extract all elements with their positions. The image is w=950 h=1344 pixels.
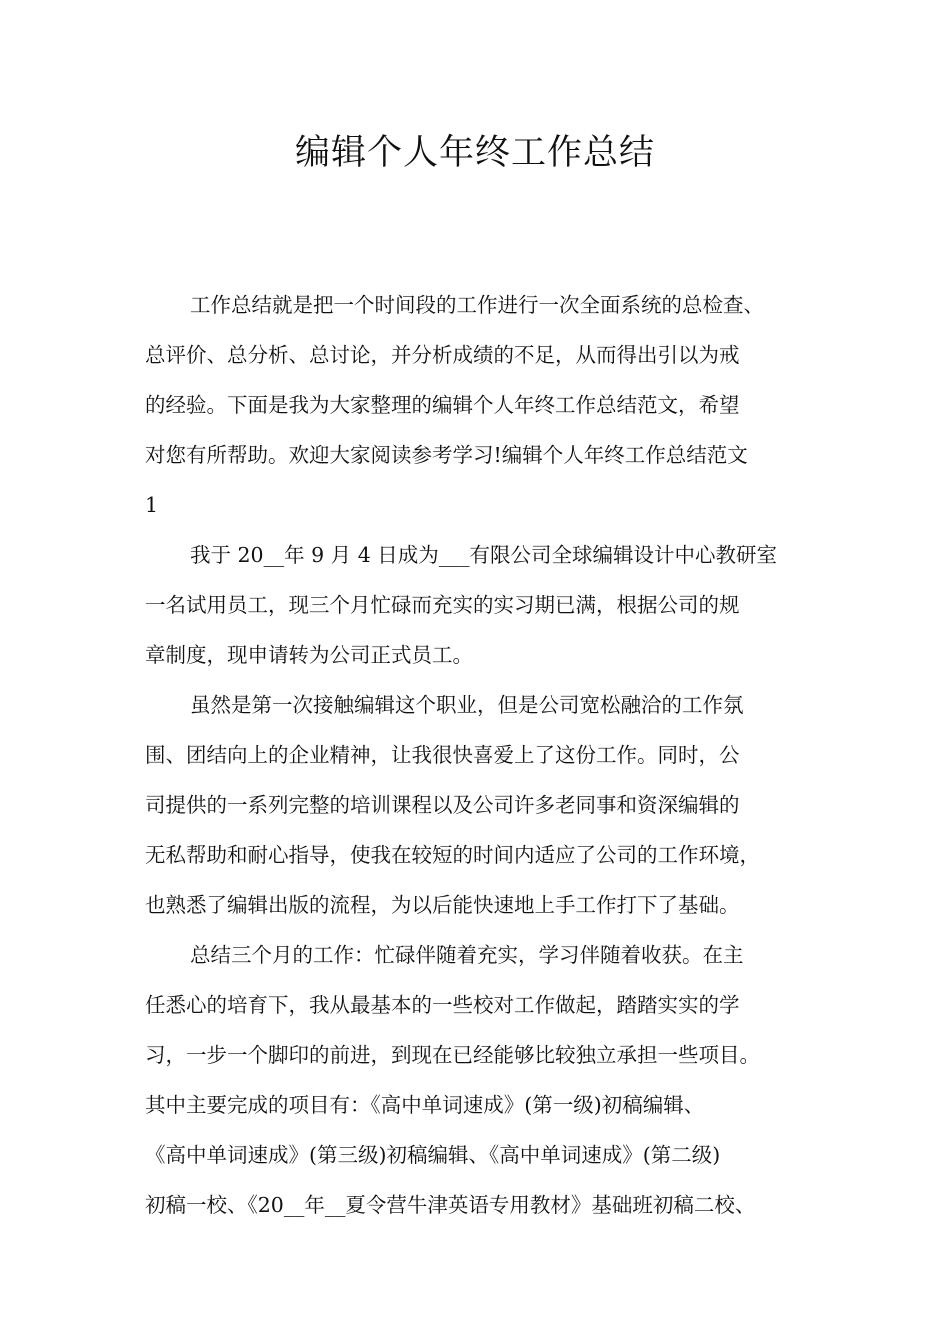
text-line: 习，一步一个脚印的前进，到现在已经能够比较独立承担一些项目。 — [145, 1043, 760, 1067]
text-line: 对您有所帮助。欢迎大家阅读参考学习!编辑个人年终工作总结范文 — [145, 443, 748, 467]
text-line: 的经验。下面是我为大家整理的编辑个人年终工作总结范文，希望 — [145, 393, 740, 417]
document-body — [145, 280, 821, 1230]
text-line: 《高中单词速成》(第三级)初稿编辑、《高中单词速成》(第二级) — [145, 1143, 721, 1167]
text-line: 也熟悉了编辑出版的流程，为以后能快速地上手工作打下了基础。 — [145, 893, 740, 917]
text-line: 任悉心的培育下，我从最基本的一些校对工作做起，踏踏实实的学 — [145, 993, 740, 1017]
text-line: 1 — [145, 493, 159, 517]
text-line: 章制度，现申请转为公司正式员工。 — [145, 643, 473, 667]
text-line: 我于 20__年 9 月 4 日成为___有限公司全球编辑设计中心教研室 — [190, 543, 778, 567]
text-line: 工作总结就是把一个时间段的工作进行一次全面系统的总检查、 — [190, 293, 764, 317]
text-line: 总评价、总分析、总讨论，并分析成绩的不足，从而得出引以为戒 — [145, 343, 740, 367]
text-line: 虽然是第一次接触编辑这个职业，但是公司宽松融洽的工作氛 — [190, 693, 744, 717]
text-line: 司提供的一系列完整的培训课程以及公司许多老同事和资深编辑的 — [145, 793, 740, 817]
text-line: 一名试用员工，现三个月忙碌而充实的实习期已满，根据公司的规 — [145, 593, 740, 617]
text-line: 无私帮助和耐心指导，使我在较短的时间内适应了公司的工作环境， — [145, 843, 760, 867]
text-line: 围、团结向上的企业精神，让我很快喜爱上了这份工作。同时，公 — [145, 743, 740, 767]
document-title: 编辑个人年终工作总结 — [294, 133, 655, 173]
text-line: 其中主要完成的项目有：《高中单词速成》(第一级)初稿编辑、 — [145, 1093, 705, 1117]
text-line: 初稿一校、《20__年__夏令营牛津英语专用教材》基础班初稿二校、 — [145, 1193, 756, 1217]
text-line: 总结三个月的工作：忙碌伴随着充实，学习伴随着收获。在主 — [190, 943, 744, 967]
